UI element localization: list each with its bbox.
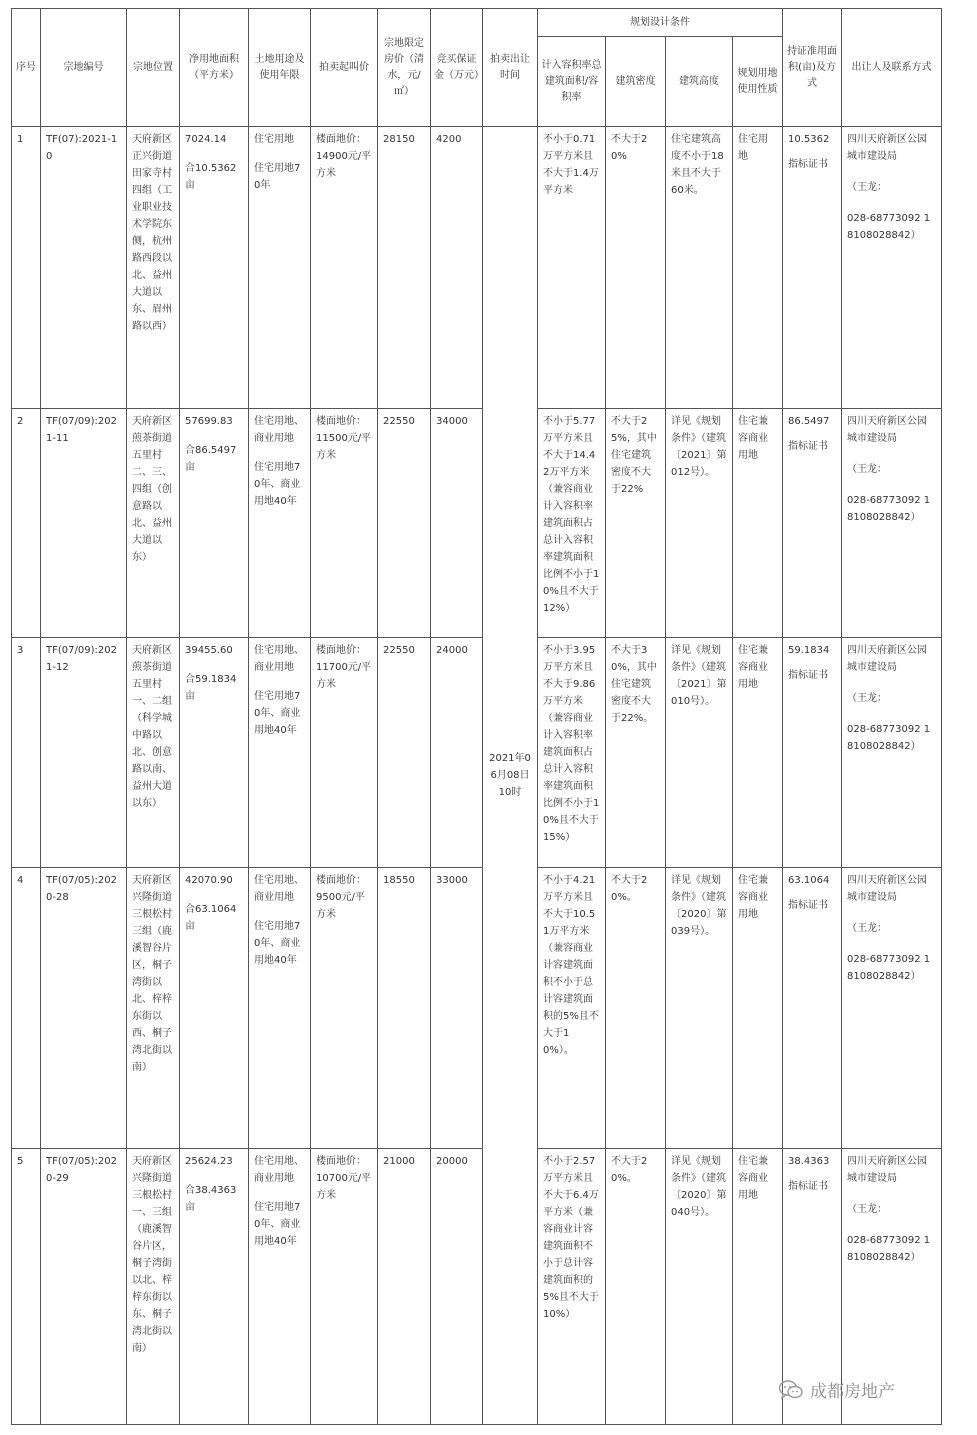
- cert-area: 63.1064: [788, 875, 830, 886]
- header-deposit: 竞买保证金（万元）: [431, 9, 483, 127]
- cell-price-limit: 28150: [378, 127, 431, 409]
- cell-planned-use: 住宅兼容商业用地: [733, 638, 783, 868]
- cell-seq: 1: [12, 127, 41, 409]
- cell-density: 不大于25%，其中住宅建筑密度不大于22%: [606, 409, 666, 638]
- table-row: [12, 638, 942, 868]
- header-contact: 出让人及联系方式: [842, 9, 942, 127]
- contact-phone: 028-68773092 18108028842）: [847, 1235, 931, 1263]
- table-row: [12, 409, 942, 638]
- area-sqm: 42070.90: [185, 875, 233, 886]
- header-price-limit: 宗地限定房价（清水，元/㎡）: [378, 9, 431, 127]
- cell-height: 详见《规划条件》（建筑〔2021〕第012号）。: [666, 409, 733, 638]
- area-mu: 合86.5497亩: [185, 445, 237, 473]
- cell-density: 不大于20%。: [606, 1149, 666, 1425]
- cell-deposit: 4200: [431, 127, 483, 409]
- cell-area: [180, 638, 249, 868]
- cell-code: TF(07/05):2020-29: [41, 1149, 127, 1425]
- header-area: 净用地面积（平方米）: [180, 9, 249, 127]
- cert-method: 指标证书: [788, 900, 828, 911]
- use-type: 住宅用地、商业用地: [254, 645, 304, 673]
- cell-contact: [842, 868, 942, 1149]
- cell-location: 天府新区煎茶街道五里村二、三、四组（创意路以北、益州大道以东）: [127, 409, 180, 638]
- use-term: 住宅用地70年: [254, 163, 301, 191]
- cell-height: 详见《规划条件》（建筑〔2021〕第010号）。: [666, 638, 733, 868]
- cert-area: 86.5497: [788, 416, 830, 427]
- contact-phone: 028-68773092 18108028842）: [847, 213, 931, 241]
- contact-org: 四川天府新区公园城市建设局: [847, 1156, 927, 1184]
- cell-seq: 3: [12, 638, 41, 868]
- header-cert: 持证准用面积(亩)及方式: [783, 9, 842, 127]
- header-height: 建筑高度: [666, 37, 733, 127]
- cell-auction-time: 2021年06月08日10时: [483, 127, 538, 1425]
- table-row: [12, 127, 942, 409]
- contact-org: 四川天府新区公园城市建设局: [847, 134, 927, 162]
- header-far: 计入容积率总建筑面积/容积率: [538, 37, 606, 127]
- cell-location: 天府新区煎茶街道五里村一、二组（科学城中路以北、创意路以南、益州大道以东）: [127, 638, 180, 868]
- cell-height: 详见《规划条件》（建筑〔2020〕第039号）。: [666, 868, 733, 1149]
- contact-org: 四川天府新区公园城市建设局: [847, 416, 927, 444]
- cert-area: 10.5362: [788, 134, 830, 145]
- header-location: 宗地位置: [127, 9, 180, 127]
- cell-start-price: 楼面地价：11700元/平方米: [311, 638, 378, 868]
- use-term: 住宅用地70年、商业用地40年: [254, 691, 301, 736]
- contact-name: （王龙：: [847, 1204, 887, 1215]
- cell-planned-use: 住宅兼容商业用地: [733, 868, 783, 1149]
- cell-far: 不小于2.57万平方米且不大于6.4万平方米（兼容商业计容建筑面积不小于总计容建筑面积的5%且不大于10%）: [538, 1149, 606, 1425]
- cell-seq: 4: [12, 868, 41, 1149]
- table-row: [12, 868, 942, 1149]
- cell-height: 住宅建筑高度不小于18米且不大于60米。: [666, 127, 733, 409]
- cell-code: TF(07):2021-10: [41, 127, 127, 409]
- cell-code: TF(07/09):2021-11: [41, 409, 127, 638]
- cell-far: 不小于0.71万平方米且不大于1.4万平方米: [538, 127, 606, 409]
- cell-height: 详见《规划条件》（建筑〔2020〕第040号）。: [666, 1149, 733, 1425]
- cell-contact: [842, 638, 942, 868]
- cell-location: 天府新区兴隆街道三根松村三组（鹿溪智谷片区，桐子湾街以北、梓梓东街以西、桐子湾北街以南）: [127, 868, 180, 1149]
- cert-method: 指标证书: [788, 441, 828, 452]
- use-type: 住宅用地、商业用地: [254, 416, 304, 444]
- cert-method: 指标证书: [788, 159, 828, 170]
- use-term: 住宅用地70年、商业用地40年: [254, 462, 301, 507]
- cell-location: 天府新区正兴街道田家寺村四组（工业职业技术学院东侧，杭州路西段以北、益州大道以东、眉州路以西）: [127, 127, 180, 409]
- cert-area: 59.1834: [788, 645, 830, 656]
- contact-org: 四川天府新区公园城市建设局: [847, 645, 927, 673]
- use-term: 住宅用地70年、商业用地40年: [254, 1202, 301, 1247]
- cell-far: 不小于4.21万平方米且不大于10.51万平方米（兼容商业计容建筑面积不小于总计容建筑面积的5%且不大于10%）。: [538, 868, 606, 1149]
- area-sqm: 57699.83: [185, 416, 233, 427]
- cell-code: TF(07/05):2020-28: [41, 868, 127, 1149]
- use-type: 住宅用地、商业用地: [254, 875, 304, 903]
- cell-planned-use: 住宅兼容商业用地: [733, 409, 783, 638]
- cert-method: 指标证书: [788, 1181, 828, 1192]
- cell-start-price: 楼面地价：9500元/平方米: [311, 868, 378, 1149]
- cell-use: [249, 127, 311, 409]
- cell-contact: [842, 127, 942, 409]
- cell-price-limit: 22550: [378, 638, 431, 868]
- cell-seq: 5: [12, 1149, 41, 1425]
- cell-code: TF(07/09):2021-12: [41, 638, 127, 868]
- cell-price-limit: 18550: [378, 868, 431, 1149]
- cell-price-limit: 21000: [378, 1149, 431, 1425]
- area-sqm: 7024.14: [185, 134, 227, 145]
- cell-far: 不小于5.77万平方米且不大于14.42万平方米（兼容商业计入容积率建筑面积占总计入容积率建筑面积比例不小于10%且不大于12%）: [538, 409, 606, 638]
- cert-method: 指标证书: [788, 670, 828, 681]
- area-mu: 合10.5362亩: [185, 163, 237, 191]
- cell-contact: [842, 409, 942, 638]
- cell-cert: [783, 409, 842, 638]
- cell-use: [249, 1149, 311, 1425]
- cell-use: [249, 409, 311, 638]
- header-start-price: 拍卖起叫价: [311, 9, 378, 127]
- area-mu: 合63.1064亩: [185, 904, 237, 932]
- cell-deposit: 20000: [431, 1149, 483, 1425]
- cell-cert: [783, 868, 842, 1149]
- header-code: 宗地编号: [41, 9, 127, 127]
- cell-start-price: 楼面地价：10700元/平方米: [311, 1149, 378, 1425]
- cell-start-price: 楼面地价：14900元/平方米: [311, 127, 378, 409]
- cell-area: [180, 1149, 249, 1425]
- cell-seq: 2: [12, 409, 41, 638]
- cell-use: [249, 868, 311, 1149]
- header-auction-time: 拍卖出让时间: [483, 9, 538, 127]
- header-density: 建筑密度: [606, 37, 666, 127]
- cell-area: [180, 127, 249, 409]
- cell-price-limit: 22550: [378, 409, 431, 638]
- area-sqm: 25624.23: [185, 1156, 233, 1167]
- cell-density: 不大于20%: [606, 127, 666, 409]
- contact-name: （王龙：: [847, 182, 887, 193]
- area-mu: 合59.1834亩: [185, 674, 237, 702]
- contact-phone: 028-68773092 18108028842）: [847, 724, 931, 752]
- cell-use: [249, 638, 311, 868]
- land-auction-table: [11, 8, 942, 1425]
- cell-location: 天府新区兴隆街道三根松村一、三组（鹿溪智谷片区，桐子湾街以北、梓梓东街以东、桐子湾北街以南）: [127, 1149, 180, 1425]
- wechat-watermark: [778, 1377, 895, 1402]
- contact-name: （王龙：: [847, 923, 887, 934]
- cell-planned-use: 住宅兼容商业用地: [733, 1149, 783, 1425]
- contact-name: （王龙：: [847, 464, 887, 475]
- cell-density: 不大于30%，其中住宅建筑密度不大于22%。: [606, 638, 666, 868]
- area-sqm: 39455.60: [185, 645, 233, 656]
- cell-cert: [783, 127, 842, 409]
- header-planned-use: 规划用地使用性质: [733, 37, 783, 127]
- cell-start-price: 楼面地价：11500元/平方米: [311, 409, 378, 638]
- use-term: 住宅用地70年、商业用地40年: [254, 921, 301, 966]
- cell-deposit: 34000: [431, 409, 483, 638]
- cell-deposit: 33000: [431, 868, 483, 1149]
- header-planning: 规划设计条件: [538, 9, 783, 37]
- contact-org: 四川天府新区公园城市建设局: [847, 875, 927, 903]
- cell-density: 不大于20%。: [606, 868, 666, 1149]
- contact-phone: 028-68773092 18108028842）: [847, 495, 931, 523]
- contact-name: （王龙：: [847, 693, 887, 704]
- area-mu: 合38.4363亩: [185, 1185, 237, 1213]
- cell-planned-use: 住宅用地: [733, 127, 783, 409]
- contact-phone: 028-68773092 18108028842）: [847, 954, 931, 982]
- cell-deposit: 24000: [431, 638, 483, 868]
- cell-cert: [783, 638, 842, 868]
- header-seq: 序号: [12, 9, 41, 127]
- cell-area: [180, 409, 249, 638]
- use-type: 住宅用地、商业用地: [254, 1156, 304, 1184]
- watermark-text: 成都房地产: [810, 1382, 895, 1402]
- cert-area: 38.4363: [788, 1156, 830, 1167]
- use-type: 住宅用地: [254, 134, 294, 145]
- header-use: 土地用途及使用年限: [249, 9, 311, 127]
- wechat-icon: [778, 1379, 804, 1401]
- cell-far: 不小于3.95万平方米且不大于9.86万平方米（兼容商业计入容积率建筑面积占总计入容积率建筑面积比例不小于10%且不大于15%）: [538, 638, 606, 868]
- cell-area: [180, 868, 249, 1149]
